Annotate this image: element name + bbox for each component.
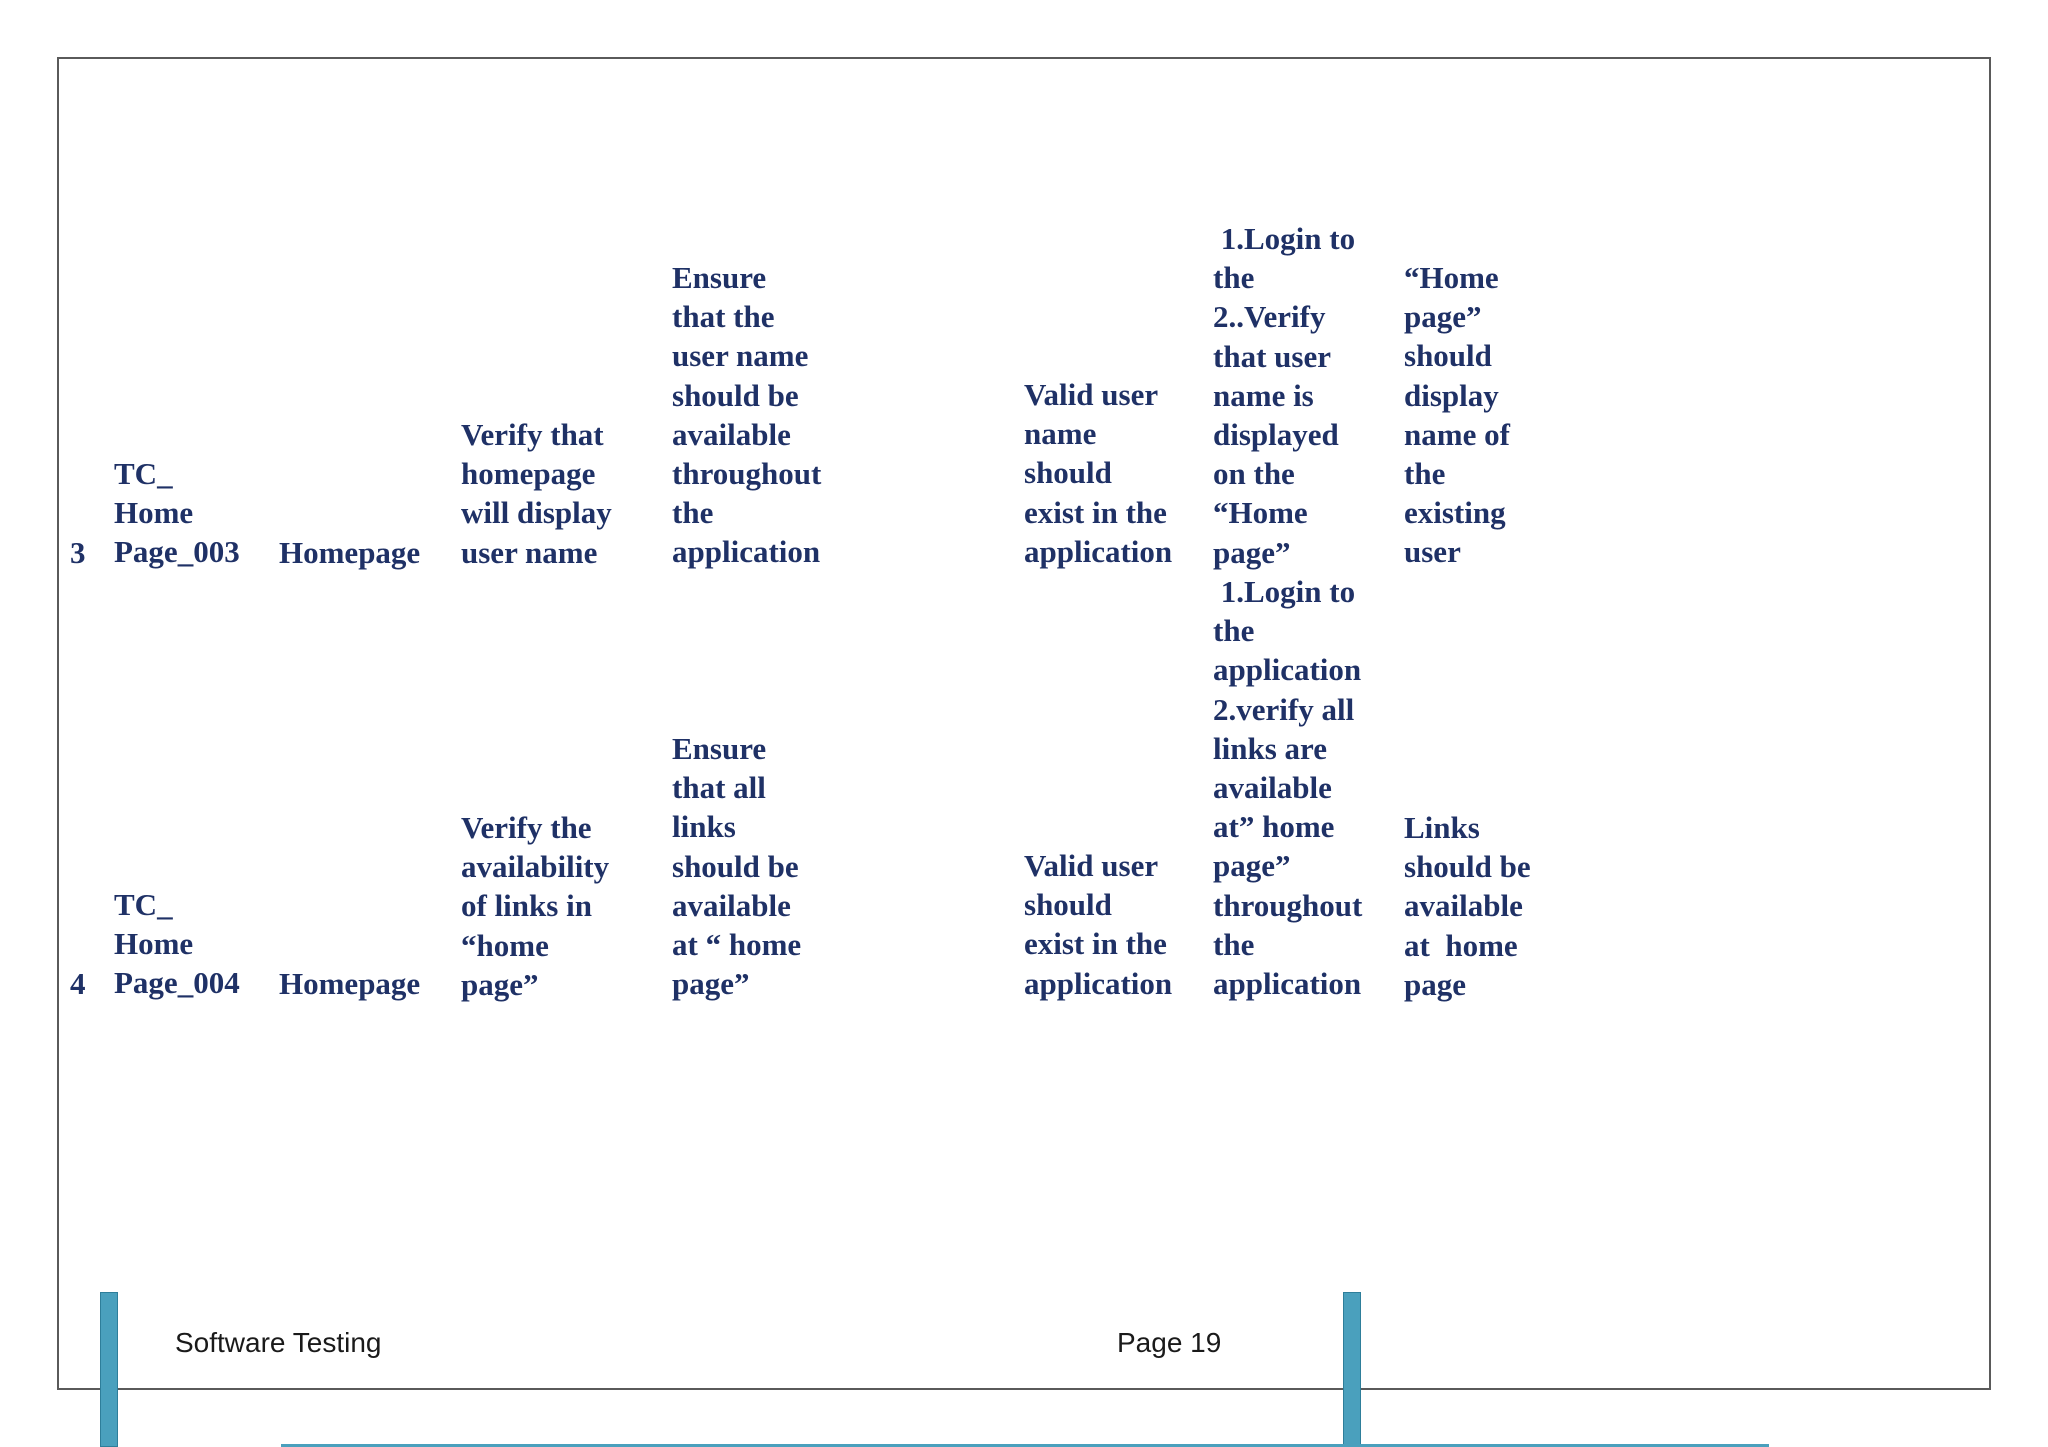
- row-4-description: Verify the availability of links in “home page”: [461, 810, 610, 1002]
- page-border: [57, 57, 1991, 1390]
- row-4-module: Homepage: [279, 966, 421, 1001]
- row-3-test-case-id: TC_ Home Page_003: [114, 456, 240, 570]
- footer-left-accent-bar: [100, 1292, 118, 1447]
- row-3-precondition: Valid user name should exist in the application: [1024, 377, 1173, 569]
- row-4-test-case-id: TC_ Home Page_004: [114, 887, 240, 1001]
- row-3-objective: Ensure that the user name should be available throughout the application: [672, 260, 822, 570]
- row-3-module: Homepage: [279, 535, 421, 570]
- row-3-description: Verify that homepage will display user name: [461, 417, 612, 570]
- footer-right-accent-bar: [1343, 1292, 1361, 1447]
- footer-page-number: Page 19: [1117, 1327, 1222, 1358]
- row-3-expected: “Home page” should display name of the existing user: [1404, 260, 1510, 570]
- row-3-no: 3: [70, 535, 86, 570]
- row-4-precondition: Valid user should exist in the application: [1024, 848, 1173, 1001]
- row-3-steps: 1.Login to the 2..Verify that user name is displayed on the “Home page”: [1213, 221, 1356, 570]
- row-4-no: 4: [70, 966, 86, 1001]
- row-4-objective: Ensure that all links should be available at “ home page”: [672, 731, 802, 1002]
- row-4-expected: Links should be available at home page: [1404, 810, 1531, 1002]
- footer-title: Software Testing: [175, 1327, 382, 1358]
- row-4-steps: 1.Login to the application 2.verify all links are available at” home page” throughout the application: [1213, 574, 1363, 1002]
